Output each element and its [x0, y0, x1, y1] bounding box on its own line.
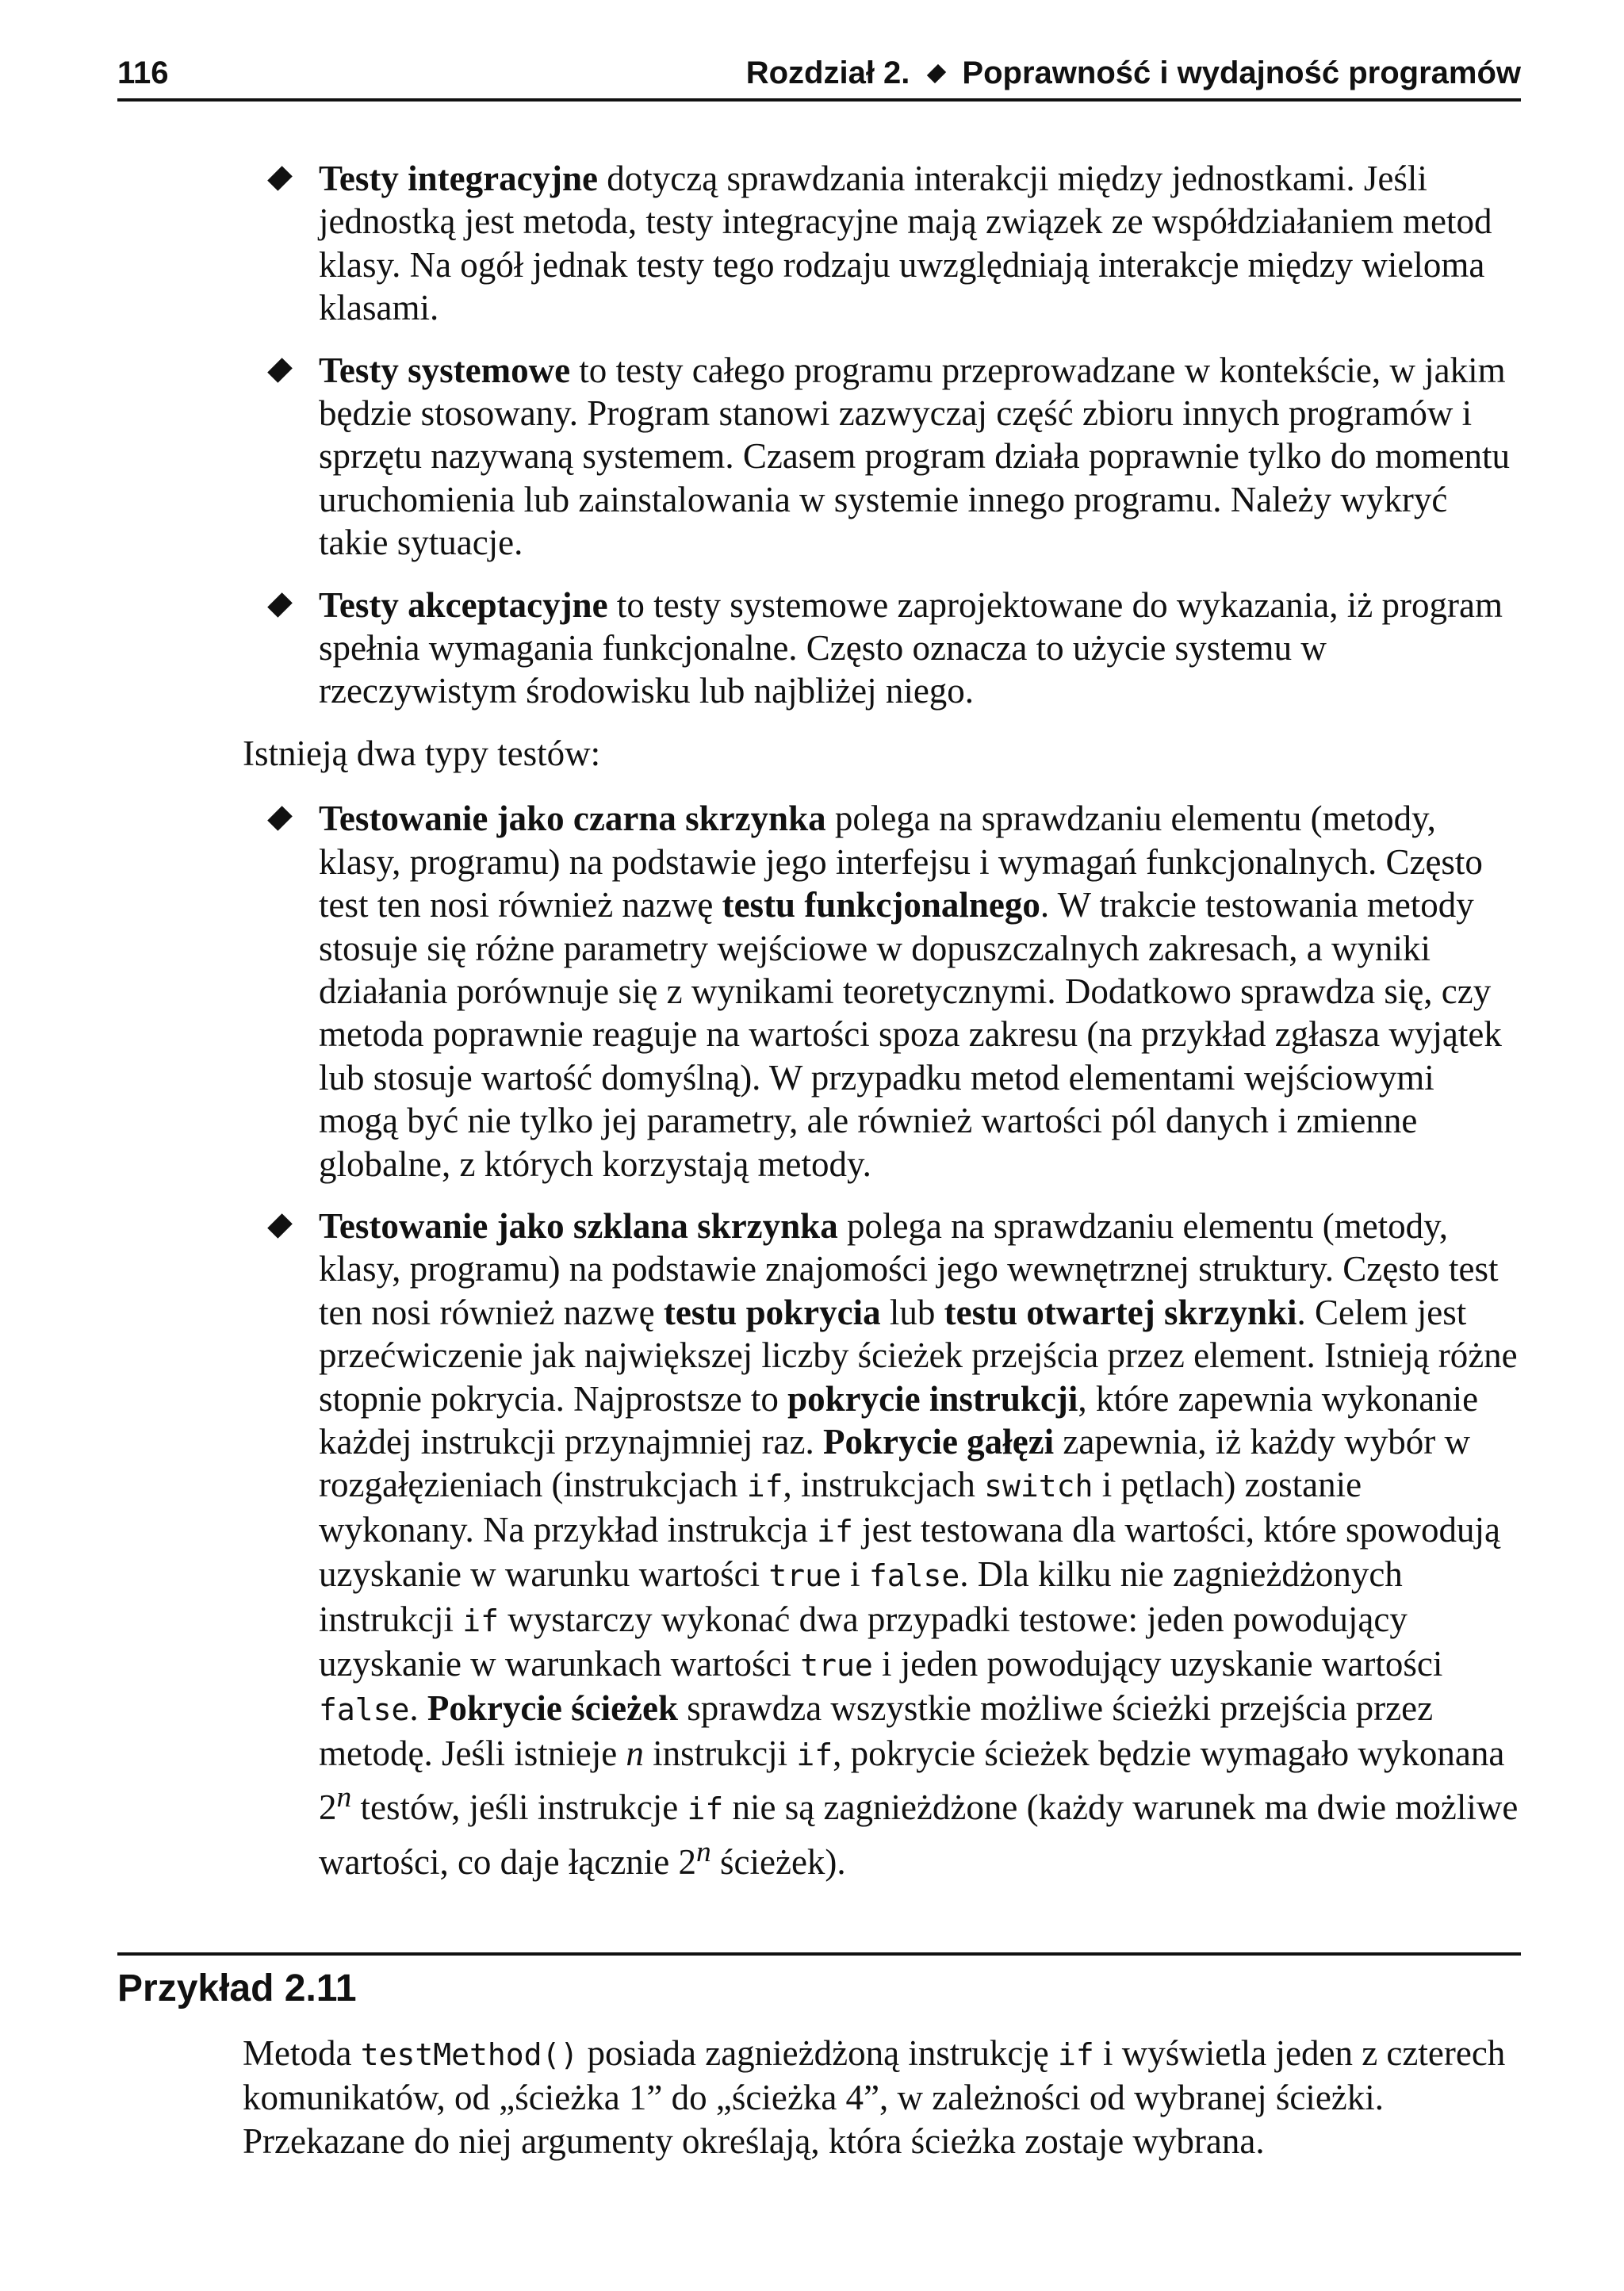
- intro-paragraph: Istnieją dwa typy testów:: [243, 733, 601, 773]
- code-keyword: false: [319, 1692, 410, 1728]
- bullet-term: Testy integracyjne: [319, 159, 599, 198]
- superscript-exponent: n: [696, 1835, 711, 1868]
- text-run: nie są zagnieżdżone (każdy warunek ma dwie możliwe wartości, co daje łącznie 2: [319, 1787, 1519, 1882]
- text-run: i pętlach) zostanie wykonany. Na przykład instrukcja: [319, 1465, 1362, 1550]
- bold-term: testu funkcjonalnego: [722, 885, 1040, 925]
- text-run: Metoda: [243, 2033, 361, 2073]
- code-keyword: if: [796, 1737, 833, 1772]
- text-run: . Celem jest przećwiczenie jak największej liczby ścieżek przejścia przez element. Istnieją różne stopnie pokrycia. Najprostsze to: [319, 1292, 1518, 1419]
- text-run: polega na sprawdzaniu elementu (metody, klasy, programu) na podstawie znajomości jego wewnętrznej struktury. Często test ten nosi również nazwę: [319, 1205, 1499, 1332]
- bullet-paragraph: [319, 797, 1521, 1186]
- text-run: , które zapewnia wykonanie każdej instrukcji przynajmniej raz.: [319, 1378, 1479, 1462]
- diamond-bullet-icon: [267, 358, 293, 383]
- bold-term: Pokrycie ścieżek: [427, 1688, 679, 1729]
- text-run: i jeden powodujący uzyskanie wartości: [872, 1644, 1443, 1684]
- chapter-label: Rozdział 2.: [745, 56, 910, 90]
- text-run: . W trakcie testowania metody stosuje się różne parametry wejściowe w dopuszczalnych zakresach, a wyniki działania porównuje się z wynikami teoretycznymi. Dodatkowo sprawdza się, czy metoda poprawnie reaguje na wartości spoza zakresu (na przykład zgłasza wyjątek lub stosuje wartość domyślną). W przypadku metod elementami wejściowymi mogą być nie tylko jej parametry, ale również wartości pól danych i zmienne globalne, z których korzystają metody.: [319, 885, 1502, 1184]
- text-run: polega na sprawdzaniu elementu (metody, klasy, programu) na podstawie jego interfejsu i wymagań funkcjonalnych. Często test ten nosi również nazwę: [319, 799, 1483, 925]
- bullet-white-box: [243, 1205, 1521, 1883]
- bullet-paragraph: [319, 157, 1521, 330]
- running-header: [117, 49, 1521, 102]
- bullet-integration-tests: [243, 157, 1521, 330]
- page-number: 116: [117, 56, 169, 90]
- text-run: i: [841, 1554, 869, 1595]
- bold-term: pokrycie instrukcji: [787, 1378, 1078, 1419]
- example-paragraph: [243, 2032, 1521, 2163]
- code-keyword: if: [746, 1469, 783, 1504]
- code-keyword: true: [768, 1558, 841, 1594]
- bullet-paragraph: [319, 584, 1521, 713]
- text-run: i wyświetla jeden z czterech komunikatów, od „ścieżka 1” do „ścieżka 4”, w zależności od wybranej ścieżki. Przekazane do niej argumenty określają, która ścieżka zostaje wybrana.: [243, 2033, 1506, 2161]
- text-run: , instrukcjach: [783, 1465, 985, 1505]
- text-run: zapewnia, iż każdy wybór w rozgałęzieniach (instrukcjach: [319, 1421, 1470, 1505]
- bold-term: Pokrycie gałęzi: [823, 1421, 1055, 1462]
- text-run: testów, jeśli instrukcje: [351, 1787, 688, 1828]
- bullet-system-tests: [243, 349, 1521, 565]
- code-keyword: switch: [984, 1469, 1094, 1504]
- bullet-paragraph: [319, 1205, 1521, 1883]
- text-run: sprawdza wszystkie możliwe ścieżki przejścia przez metodę. Jeśli istnieje: [319, 1688, 1434, 1773]
- italic-variable: n: [626, 1733, 644, 1773]
- text-run: posiada zagnieżdżoną instrukcję: [578, 2033, 1059, 2073]
- text-run: , pokrycie ścieżek będzie wymagało wykonana 2: [319, 1733, 1505, 1828]
- diamond-bullet-icon: [267, 1213, 293, 1239]
- diamond-bullet-icon: [267, 166, 293, 191]
- section-label: Poprawność i wydajność programów: [962, 56, 1521, 90]
- text-run: jest testowana dla wartości, które spowodują uzyskanie w warunku wartości: [319, 1509, 1500, 1595]
- text-run: . Dla kilku nie zagnieżdżonych instrukcji: [319, 1554, 1403, 1639]
- bullet-term: Testowanie jako szklana skrzynka: [319, 1205, 838, 1246]
- diamond-bullet-icon: [267, 592, 293, 618]
- bold-term: testu otwartej skrzynki: [944, 1292, 1297, 1332]
- bullet-text: to testy systemowe zaprojektowane do wykazania, iż program spełnia wymagania funkcjonalne. Często oznacza to użycie systemu w rzeczywistym środowisku lub najbliżej niego.: [319, 584, 1503, 711]
- code-keyword: if: [462, 1603, 499, 1638]
- text-run: instrukcji: [643, 1733, 797, 1773]
- bullet-black-box: [243, 797, 1521, 1186]
- code-keyword: if: [817, 1513, 853, 1549]
- code-keyword: if: [1058, 2037, 1094, 2072]
- bullet-term: Testy akceptacyjne: [319, 584, 608, 625]
- example-heading: Przykład 2.11: [117, 1952, 1521, 2010]
- text-run: .: [409, 1688, 427, 1729]
- bullet-paragraph: [319, 349, 1521, 565]
- page-body: [243, 157, 1521, 1902]
- diamond-separator-icon: [927, 63, 946, 82]
- bullet-term: Testy systemowe: [319, 350, 571, 390]
- text-run: lub: [880, 1292, 944, 1332]
- running-title: [746, 56, 1521, 91]
- diamond-bullet-icon: [267, 806, 293, 831]
- bullet-term: Testowanie jako czarna skrzynka: [319, 799, 826, 839]
- bullet-text: dotyczą sprawdzania interakcji między jednostkami. Jeśli jednostką jest metoda, testy integracyjne mają związek ze współdziałaniem metod klasy. Na ogół jednak testy tego rodzaju uwzględniają interakcje między wieloma klasami.: [319, 159, 1492, 328]
- bullet-text: to testy całego programu przeprowadzane w kontekście, w jakim będzie stosowany. Program stanowi zazwyczaj część zbioru innych programów i sprzętu nazywaną systemem. Czasem program działa poprawnie tylko do momentu uruchomienia lub zainstalowania w systemie innego programu. Należy wykryć takie sytuacje.: [319, 350, 1511, 563]
- code-keyword: false: [868, 1558, 960, 1594]
- text-run: wystarczy wykonać dwa przypadki testowe: jeden powodujący uzyskanie w warunkach wartości: [319, 1599, 1408, 1684]
- code-keyword: true: [800, 1648, 873, 1683]
- code-method-name: testMethod(): [360, 2037, 579, 2072]
- bold-term: testu pokrycia: [663, 1292, 881, 1332]
- code-keyword: if: [687, 1791, 724, 1827]
- superscript-exponent: n: [336, 1781, 352, 1814]
- bullet-acceptance-tests: [243, 584, 1521, 713]
- text-run: ścieżek).: [710, 1841, 846, 1882]
